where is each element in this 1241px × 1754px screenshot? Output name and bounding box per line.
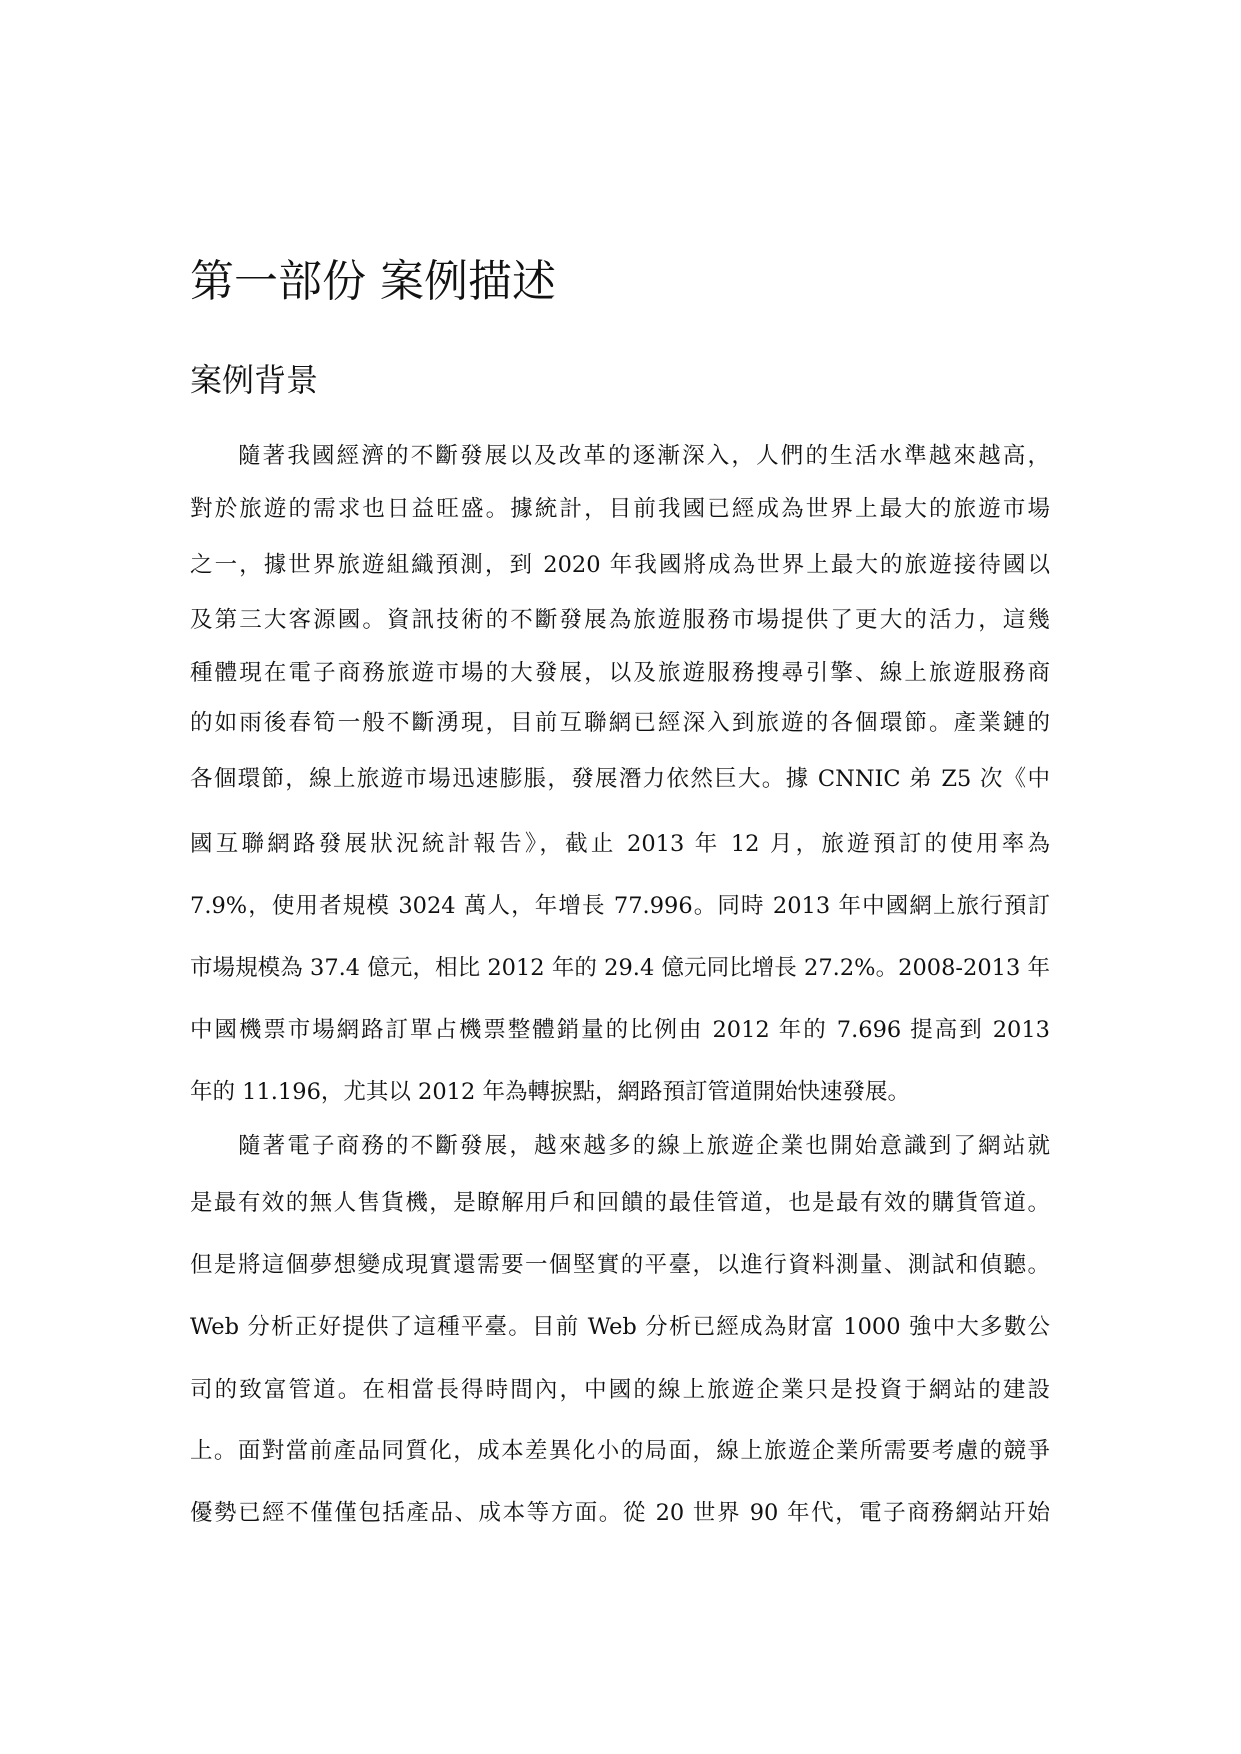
paragraph-1-line-5: 種體現在電子商務旅遊市場的大發展，以及旅遊服務搜尋引擎、線上旅遊服務商 [190,660,1050,686]
paragraph-1-line-1: 隨著我國經濟的不斷發展以及改革的逐漸深入，人們的生活水準越來越高， [238,443,1050,469]
paragraph-1-line-7: 各個環節，線上旅遊市場迅速膨脹，發展潛力依然巨大。據 CNNIC 弟 Z5 次《中 [190,766,1050,792]
paragraph-1-line-4: 及第三大客源國。資訊技術的不斷發展為旅遊服務市場提供了更大的活力，這幾 [190,607,1050,633]
paragraph-1-line-8: 國互聯網路發展狀況統計報告》，截止 2013 年 12 月，旅遊預訂的使用率為 [190,831,1050,857]
paragraph-2-line-5: 司的致富管道。在相當長得時間內，中國的線上旅遊企業只是投資于網站的建設 [190,1377,1050,1403]
paragraph-1-line-11: 中國機票市場網路訂單占機票整體銷量的比例由 2012 年的 7.696 提高到 2013 [190,1017,1050,1043]
paragraph-2-line-4: Web 分析正好提供了這種平臺。目前 Web 分析已經成為財富 1000 強中大多數公 [190,1314,1050,1340]
paragraph-2-line-2: 是最有效的無人售貨機，是瞭解用戶和回饋的最佳管道，也是最有效的購貨管道。 [190,1190,1050,1216]
paragraph-1-line-12: 年的 11.196，尤其以 2012 年為轉捩點，網路預訂管道開始快速發展。 [190,1079,910,1105]
paragraph-1-line-9: 7.9%，使用者規模 3024 萬人，年增長 77.996。同時 2013 年中國網上旅行預訂 [190,893,1050,919]
section-title: 案例背景 [190,361,319,399]
paragraph-2-line-7: 優勢已經不僅僅包括產品、成本等方面。從 20 世界 90 年代，電子商務網站幵始 [190,1500,1050,1526]
paragraph-1-line-6: 的如雨後春筍一般不斷湧現，目前互聯網已經深入到旅遊的各個環節。產業鏈的 [190,710,1050,736]
paragraph-1-line-10: 市場規模為 37.4 億元，相比 2012 年的 29.4 億元同比增長 27.2%。2008-2013 年 [190,955,1050,981]
part-title: 第一部份 案例描述 [190,256,556,307]
paragraph-2-line-3: 但是將這個夢想變成現實還需要一個堅實的平臺，以進行資料測量、測試和偵聽。 [190,1252,1050,1278]
paragraph-2-line-6: 上。面對當前產品同質化，成本差異化小的局面，線上旅遊企業所需要考慮的競爭 [190,1438,1050,1464]
paragraph-1-line-2: 對於旅遊的需求也日益旺盛。據統計，目前我國已經成為世界上最大的旅遊市場 [190,496,1050,522]
paragraph-1-line-3: 之一，據世界旅遊組織預測，到 2020 年我國將成為世界上最大的旅遊接待國以 [190,552,1050,578]
paragraph-2-line-1: 隨著電子商務的不斷發展，越來越多的線上旅遊企業也開始意識到了網站就 [238,1133,1050,1159]
